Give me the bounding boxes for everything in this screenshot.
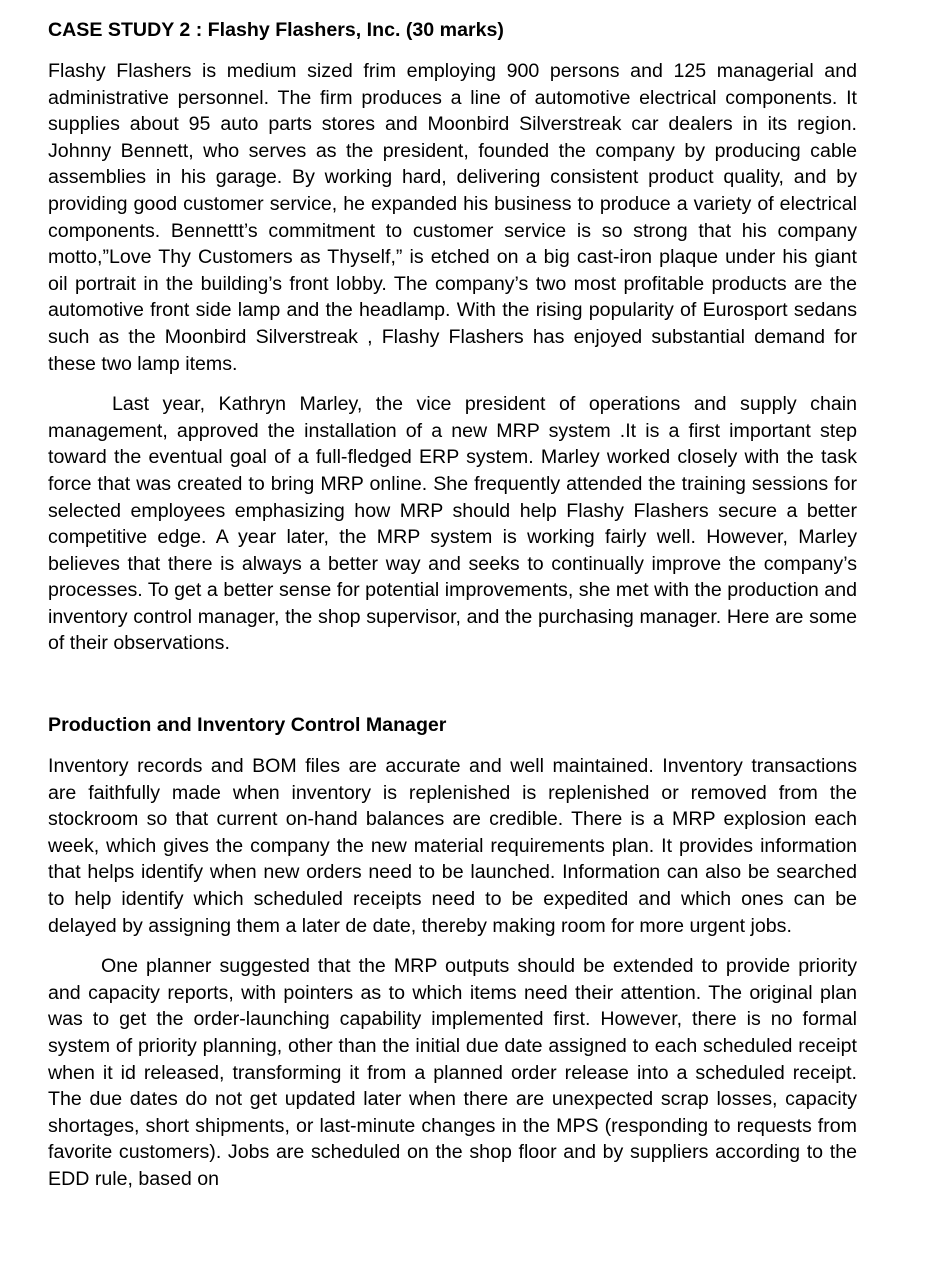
document-page <box>48 16 857 1207</box>
section-paragraph-1: Inventory records and BOM files are accurate and well maintained. Inventory transactions are faithfully made when inventory is replenished is replenished or removed from the stockroom so that current on-hand balances are credible. There is a MRP explosion each week, which gives the company the new material requirements plan. It provides information that helps identify when new orders need to be launched. Information can also be searched to help identify which scheduled receipts need to be expedited and which ones can be delayed by assigning them a later de date, thereby making room for more urgent jobs. <box>48 755 857 937</box>
section-heading: Production and Inventory Control Manager <box>48 714 447 737</box>
section-spacer <box>48 671 857 711</box>
section-paragraph-2: One planner suggested that the MRP outputs should be extended to provide priority and capacity reports, with pointers as to which items need their attention. The original plan was to get the order-launching capability implemented first. However, there is no formal system of priority planning, other than the initial due date assigned to each scheduled receipt when it id released, transforming it from a planned order release into a scheduled receipt. The due dates do not get updated later when there are unexpected scrap losses, capacity shortages, short shipments, or last-minute changes in the MPS (responding to requests from favorite customers). Jobs are scheduled on the shop floor and by suppliers according to the EDD rule, based on <box>48 955 857 1190</box>
intro-paragraph-2: Last year, Kathryn Marley, the vice president of operations and supply chain management, approved the installation of a new MRP system .It is a first important step toward the eventual goal of a full-fledged ERP system. Marley worked closely with the task force that was created to bring MRP online. She frequently attended the training sessions for selected employees emphasizing how MRP should help Flashy Flashers secure a better competitive edge. A year later, the MRP system is working fairly well. However, Marley believes that there is always a better way and seeks to continually improve the company’s processes. To get a better sense for potential improvements, she met with the production and inventory control manager, the shop supervisor, and the purchasing manager. Here are some of their observations. <box>48 393 857 655</box>
intro-paragraph-1: Flashy Flashers is medium sized frim employing 900 persons and 125 managerial and administrative personnel. The firm produces a line of automotive electrical components. It supplies about 95 auto parts stores and Moonbird Silverstreak car dealers in its region. Johnny Bennett, who serves as the president, founded the company by producing cable assemblies in his garage. By working hard, delivering consistent product quality, and by providing good customer service, he expanded his business to produce a variety of electrical components. Bennettt’s commitment to customer service is so strong that his company motto,”Love Thy Customers as Thyself,” is etched on a big cast-iron plaque under his giant oil portrait in the building’s front lobby. The company’s two most profitable products are the automotive front side lamp and the headlamp. With the rising popularity of Eurosport sedans such as the Moonbird Silverstreak , Flashy Flashers has enjoyed substantial demand for these two lamp items. <box>48 60 857 375</box>
case-study-title: CASE STUDY 2 : Flashy Flashers, Inc. (30 marks) <box>48 19 504 41</box>
